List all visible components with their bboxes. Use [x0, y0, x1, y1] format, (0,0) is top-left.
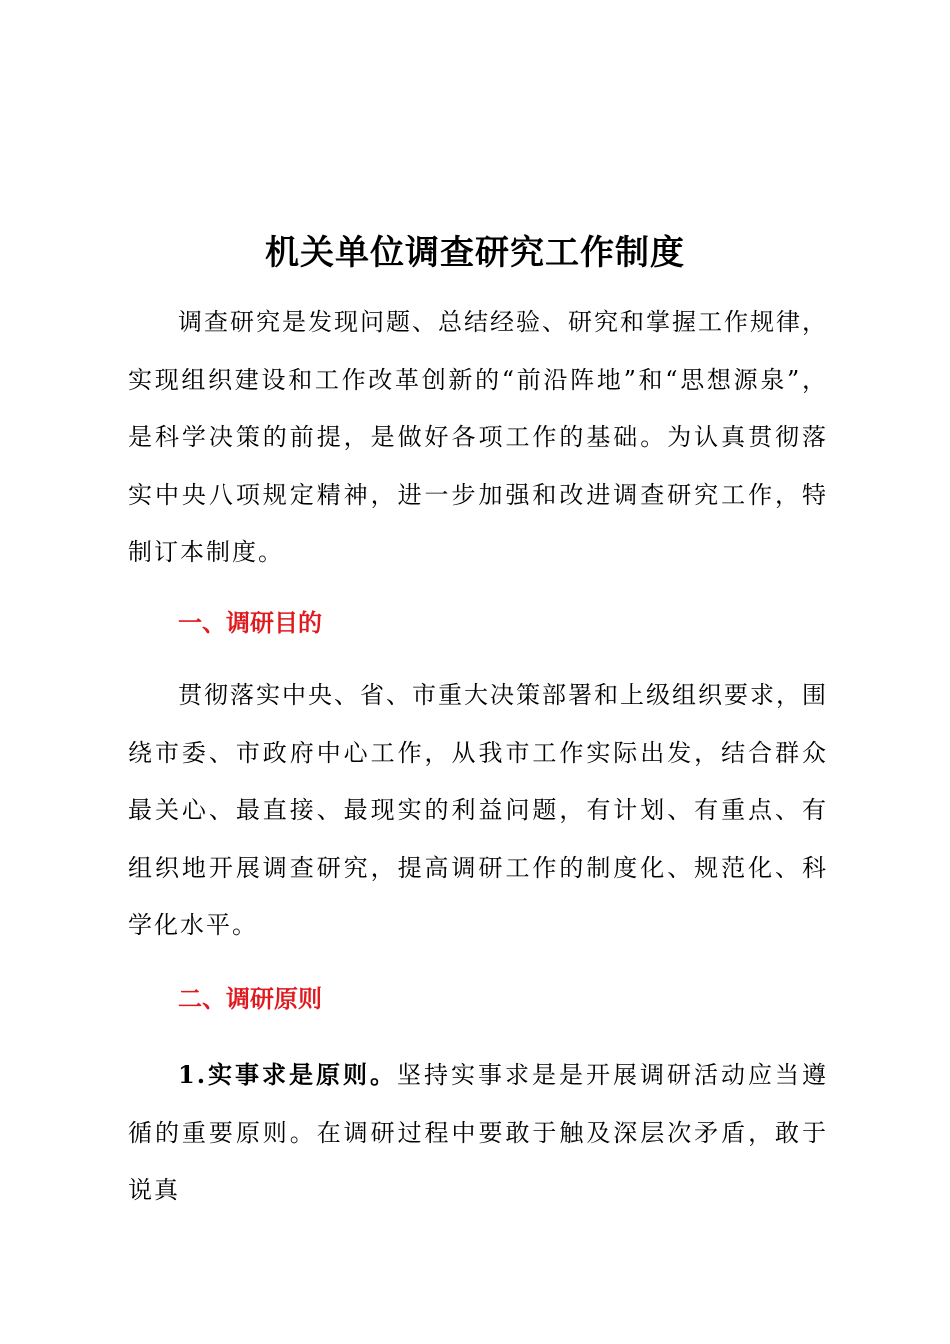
section-heading-purpose: 一、调研目的	[178, 609, 322, 637]
principle-item-1	[128, 1046, 828, 1220]
principle-item-1-lead: 1.实事求是原则。	[178, 1060, 398, 1089]
section-heading-principles: 二、调研原则	[178, 985, 322, 1013]
purpose-paragraph: 贯彻落实中央、省、市重大决策部署和上级组织要求，围绕市委、市政府中心工作，从我市工作实际出发，结合群众最关心、最直接、最现实的利益问题，有计划、有重点、有组织地开展调查研究，提高调研工作的制度化、规范化、科学化水平。	[128, 681, 828, 939]
principle-item-1-body: 坚持实事求是是开展调研活动应当遵循的重要原则。在调研过程中要敢于触及深层次矛盾，敢于说真	[128, 1061, 829, 1204]
document-title: 机关单位调查研究工作制度	[265, 232, 685, 273]
intro-paragraph: 调查研究是发现问题、总结经验、研究和掌握工作规律，实现组织建设和工作改革创新的“前沿阵地”和“思想源泉”，是科学决策的前提，是做好各项工作的基础。为认真贯彻落实中央八项规定精神，进一步加强和改进调查研究工作，特制订本制度。	[128, 308, 828, 566]
